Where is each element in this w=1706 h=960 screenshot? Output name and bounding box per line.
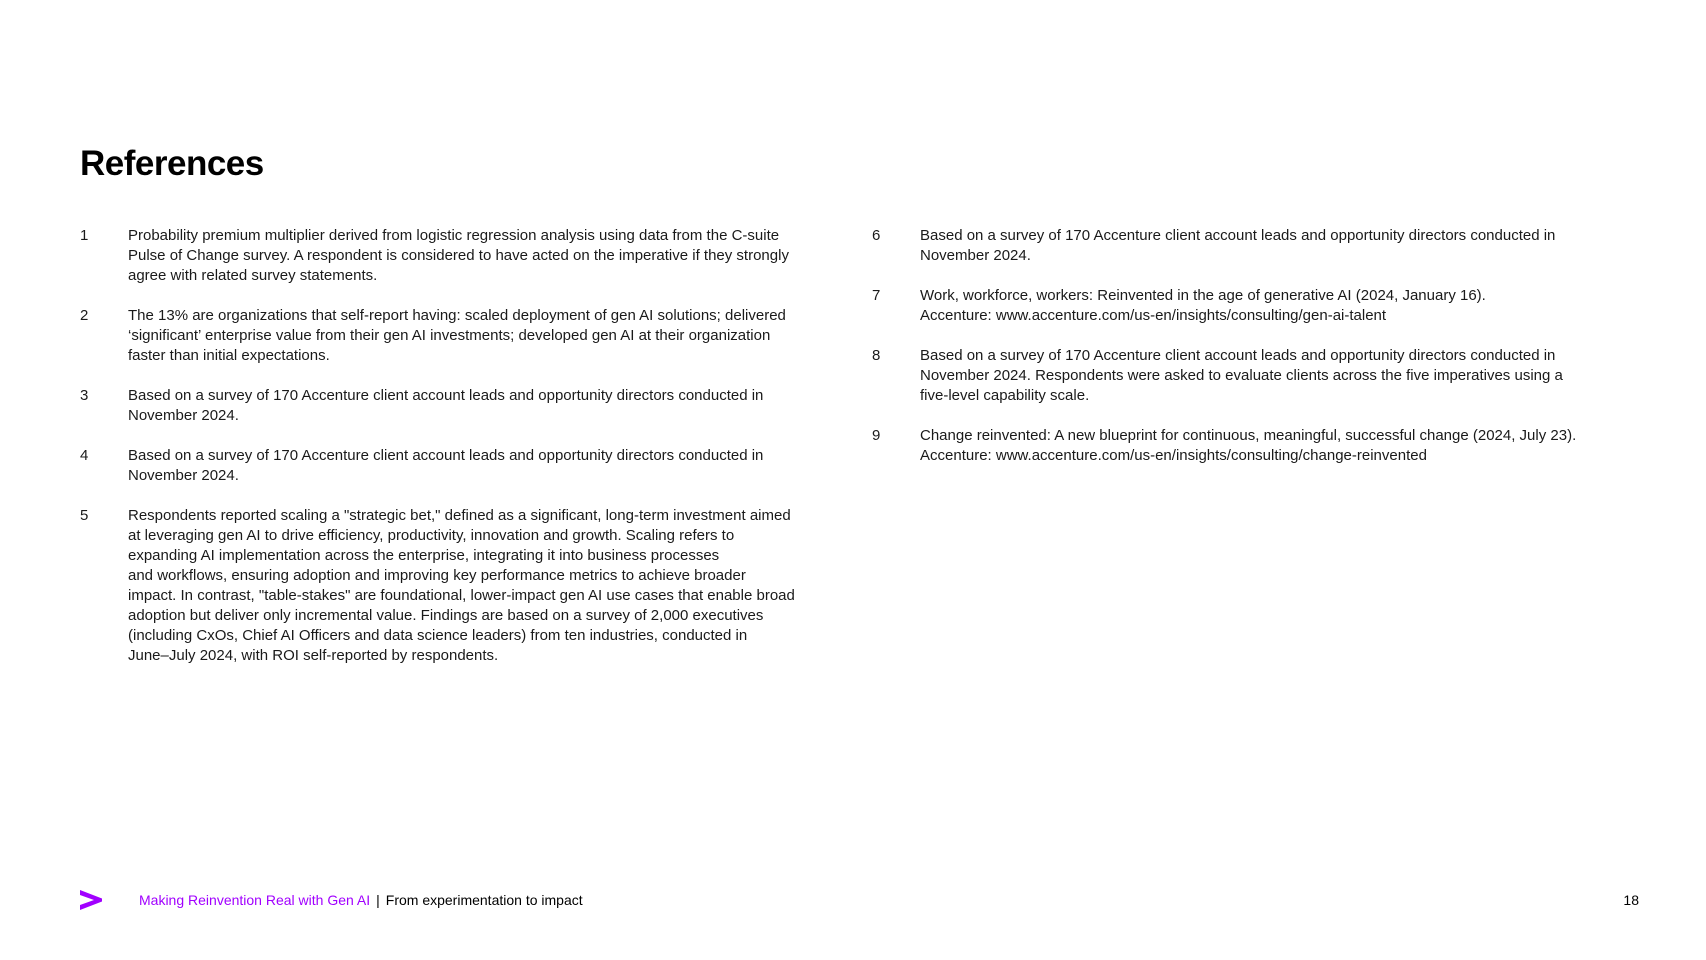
reference-number: 2: [80, 307, 89, 324]
reference-number: 3: [80, 387, 89, 404]
reference-text-line: expanding AI implementation across the enterprise, integrating it into business processes: [128, 547, 720, 564]
reference-text-line: Based on a survey of 170 Accenture client account leads and opportunity directors conducted in: [128, 447, 764, 464]
reference-text-line: Accenture: www.accenture.com/us-en/insights/consulting/gen-ai-talent: [920, 307, 1387, 324]
reference-number: 1: [80, 227, 89, 244]
reference-text: [128, 446, 850, 486]
footer-subtitle: From experimentation to impact: [385, 892, 583, 908]
page-number: 18: [1623, 892, 1639, 908]
reference-text-line: Change reinvented: A new blueprint for continuous, meaningful, successful change (2024, July 23).: [920, 427, 1577, 444]
reference-text-line: (including CxOs, Chief AI Officers and data science leaders) from ten industries, conducted in: [128, 627, 748, 644]
reference-text: [128, 226, 850, 286]
reference-item: [80, 446, 850, 486]
reference-text-line: Work, workforce, workers: Reinvented in the age of generative AI (2024, January 16).: [920, 287, 1486, 304]
reference-text-line: Probability premium multiplier derived from logistic regression analysis using data from the C-suite: [128, 227, 780, 244]
reference-number: 7: [872, 287, 881, 304]
footer-text: [139, 891, 583, 909]
footer-separator: |: [376, 892, 380, 908]
footer-brand-text: Making Reinvention Real with Gen AI: [139, 892, 371, 908]
reference-item: [80, 306, 850, 366]
accenture-greater-than-icon: [79, 888, 103, 912]
reference-number: 9: [872, 427, 881, 444]
reference-text-line: ‘significant’ enterprise value from their gen AI investments; developed gen AI at their organization: [128, 327, 771, 344]
reference-text-line: Based on a survey of 170 Accenture client account leads and opportunity directors conducted in: [920, 227, 1556, 244]
reference-text-line: Accenture: www.accenture.com/us-en/insights/consulting/change-reinvented: [920, 447, 1427, 464]
reference-item: [80, 226, 850, 286]
reference-number: 5: [80, 507, 89, 524]
reference-text-line: The 13% are organizations that self-report having: scaled deployment of gen AI solutions; delivered: [128, 307, 786, 324]
reference-item: [872, 286, 1652, 326]
reference-text-line: Based on a survey of 170 Accenture client account leads and opportunity directors conducted in: [920, 347, 1556, 364]
footer: [79, 888, 1639, 912]
page-title: References: [80, 144, 264, 183]
reference-text-line: Based on a survey of 170 Accenture client account leads and opportunity directors conducted in: [128, 387, 764, 404]
reference-text-line: at leveraging gen AI to drive efficiency, productivity, innovation and growth. Scaling refers to: [128, 527, 735, 544]
reference-text: [920, 226, 1652, 266]
reference-number: 6: [872, 227, 881, 244]
references-left-column: [80, 226, 850, 686]
reference-text-line: June–July 2024, with ROI self-reported by respondents.: [128, 647, 499, 664]
reference-text: [920, 426, 1652, 466]
reference-text-line: Respondents reported scaling a "strategic bet," defined as a significant, long-term investment aimed: [128, 507, 791, 524]
reference-text-line: November 2024.: [128, 467, 239, 484]
reference-text: [128, 306, 850, 366]
reference-text: [920, 346, 1652, 406]
references-right-column: [872, 226, 1652, 486]
reference-item: [80, 506, 850, 666]
reference-number: 8: [872, 347, 881, 364]
reference-text: [128, 506, 850, 666]
reference-text-line: five-level capability scale.: [920, 387, 1090, 404]
reference-number: 4: [80, 447, 89, 464]
reference-text-line: November 2024.: [920, 247, 1031, 264]
reference-text-line: faster than initial expectations.: [128, 347, 330, 364]
reference-text-line: and workflows, ensuring adoption and improving key performance metrics to achieve broader: [128, 567, 746, 584]
reference-text: [128, 386, 850, 426]
reference-item: [872, 346, 1652, 406]
reference-text-line: adoption but deliver only incremental value. Findings are based on a survey of 2,000 executives: [128, 607, 764, 624]
reference-text-line: Pulse of Change survey. A respondent is considered to have acted on the imperative if they strongly: [128, 247, 789, 264]
reference-text-line: impact. In contrast, "table-stakes" are foundational, lower-impact gen AI use cases that enable broad: [128, 587, 795, 604]
reference-item: [872, 426, 1652, 466]
reference-item: [80, 386, 850, 426]
reference-text-line: November 2024. Respondents were asked to evaluate clients across the five imperatives using a: [920, 367, 1563, 384]
reference-text: [920, 286, 1652, 326]
reference-text-line: November 2024.: [128, 407, 239, 424]
reference-item: [872, 226, 1652, 266]
reference-text-line: agree with related survey statements.: [128, 267, 378, 284]
